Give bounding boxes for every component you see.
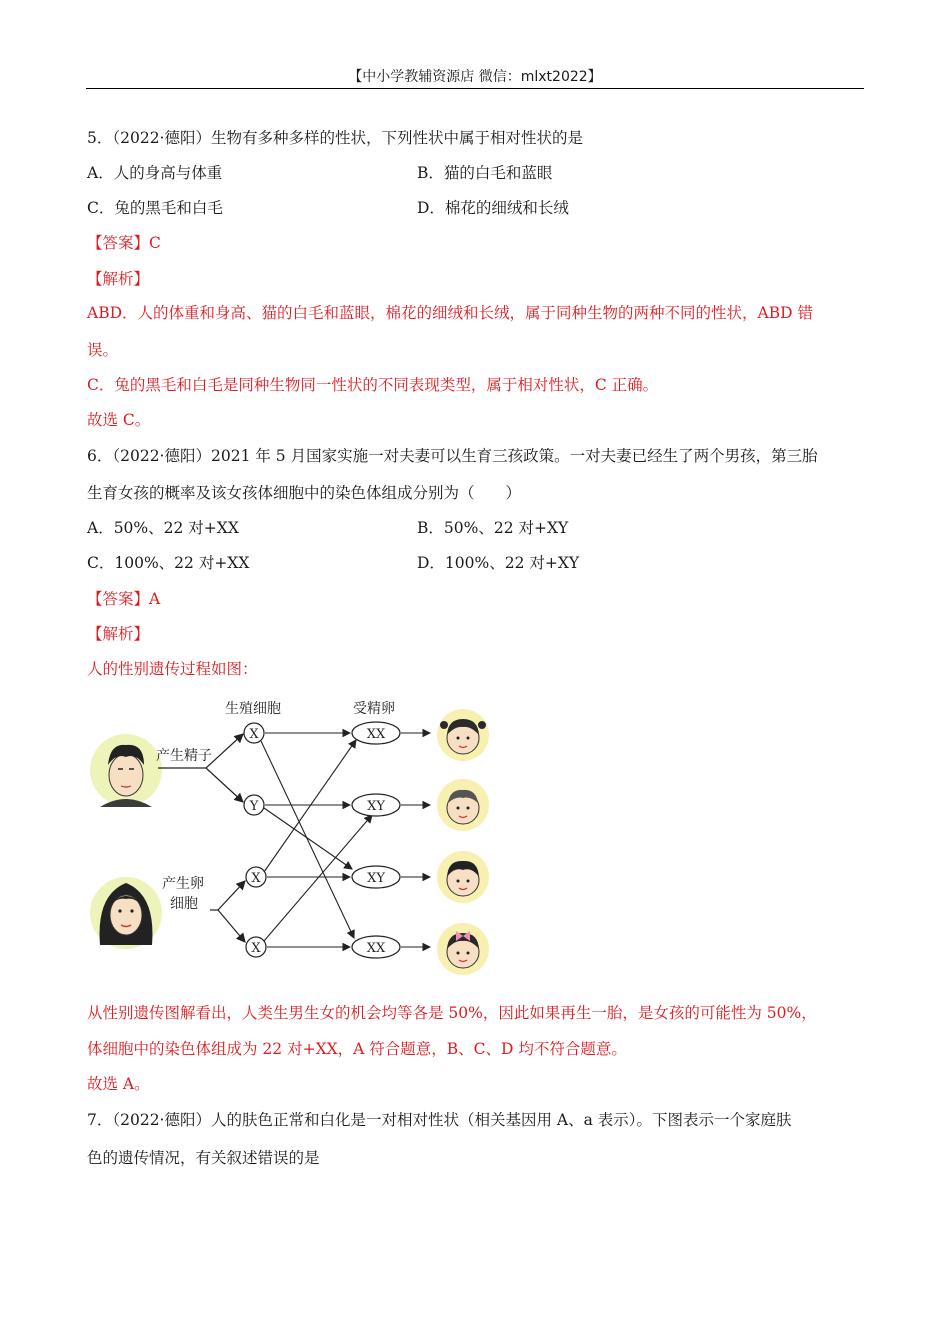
sex-inheritance-diagram — [86, 695, 496, 985]
zygote-label: XY — [367, 871, 385, 886]
q7-stem-line: 7．（2022·德阳）人的肤色正常和白化是一对相对性状（相关基因用 A、a 表示）。下图表示一个家庭肤 — [87, 1111, 792, 1129]
q5-stem: 5．（2022·德阳）生物有多种多样的性状，下列性状中属于相对性状的是 — [87, 129, 583, 147]
father-label: 产生精子 — [156, 748, 212, 764]
q6-analysis-line: 体细胞中的染色体组成为 22 对+XX，A 符合题意，B、C、D 均不符合题意。 — [87, 1040, 627, 1058]
sperm-label: Y — [249, 799, 259, 814]
q5-option-d: D．棉花的细绒和长绒 — [417, 199, 569, 217]
mother-label: 细胞 — [170, 896, 198, 912]
egg-label: X — [251, 941, 261, 956]
girl-face-icon — [437, 709, 489, 761]
q6-diagram-intro: 人的性别遗传过程如图： — [87, 660, 258, 678]
boy-face-icon — [437, 851, 489, 903]
sperm-label: X — [249, 727, 259, 742]
q5-analysis-line: 误。 — [87, 341, 119, 359]
egg-label: X — [251, 871, 261, 886]
father-face-icon — [90, 734, 162, 807]
q6-analysis-line: 从性别遗传图解看出，人类生男生女的机会均等各是 50%，因此如果再生一胎，是女孩的可能性为 50%， — [87, 1004, 817, 1022]
q6-analysis-title: 【解析】 — [87, 625, 150, 643]
q6-stem-line: 6．（2022·德阳）2021 年 5 月国家实施一对夫妻可以生育三孩政策。一对夫妻已经生了两个男孩，第三胎 — [87, 447, 818, 465]
germ-cell-header: 生殖细胞 — [225, 701, 281, 717]
q5-analysis-line: ABD．人的体重和身高、猫的白毛和蓝眼，棉花的细绒和长绒，属于同种生物的两种不同的性状，ABD 错 — [87, 304, 813, 322]
q6-answer: 【答案】A — [87, 590, 161, 608]
zygote-label: XX — [366, 941, 386, 956]
q5-option-c: C．兔的黑毛和白毛 — [87, 199, 223, 217]
q5-analysis-title: 【解析】 — [87, 270, 150, 288]
q5-analysis-line: C．兔的黑毛和白毛是同种生物同一性状的不同表现类型，属于相对性状，C 正确。 — [87, 376, 659, 394]
q5-option-a: A．人的身高与体重 — [87, 164, 223, 182]
q6-option-c: C．100%、22 对+XX — [87, 554, 250, 572]
girl-face-icon — [437, 923, 489, 975]
zygote-header: 受精卵 — [353, 701, 395, 717]
q6-option-a: A．50%、22 对+XX — [87, 519, 239, 537]
zygote-label: XY — [367, 799, 385, 814]
mother-label: 产生卵 — [162, 876, 204, 892]
boy-face-icon — [437, 779, 489, 831]
q5-option-b: B．猫的白毛和蓝眼 — [417, 164, 553, 182]
q7-stem-line: 色的遗传情况，有关叙述错误的是 — [87, 1149, 320, 1167]
q6-option-b: B．50%、22 对+XY — [417, 519, 569, 537]
q5-answer: 【答案】C — [87, 234, 161, 252]
page-header: 【中小学教辅资源店 微信：mlxt2022】 — [86, 66, 864, 89]
q6-stem-line: 生育女孩的概率及该女孩体细胞中的染色体组成分别为（ ） — [87, 484, 522, 502]
q5-analysis-line: 故选 C。 — [87, 411, 151, 429]
mother-face-icon — [90, 877, 162, 949]
zygote-label: XX — [366, 727, 386, 742]
q6-analysis-line: 故选 A。 — [87, 1075, 150, 1093]
q6-option-d: D．100%、22 对+XY — [417, 554, 580, 572]
